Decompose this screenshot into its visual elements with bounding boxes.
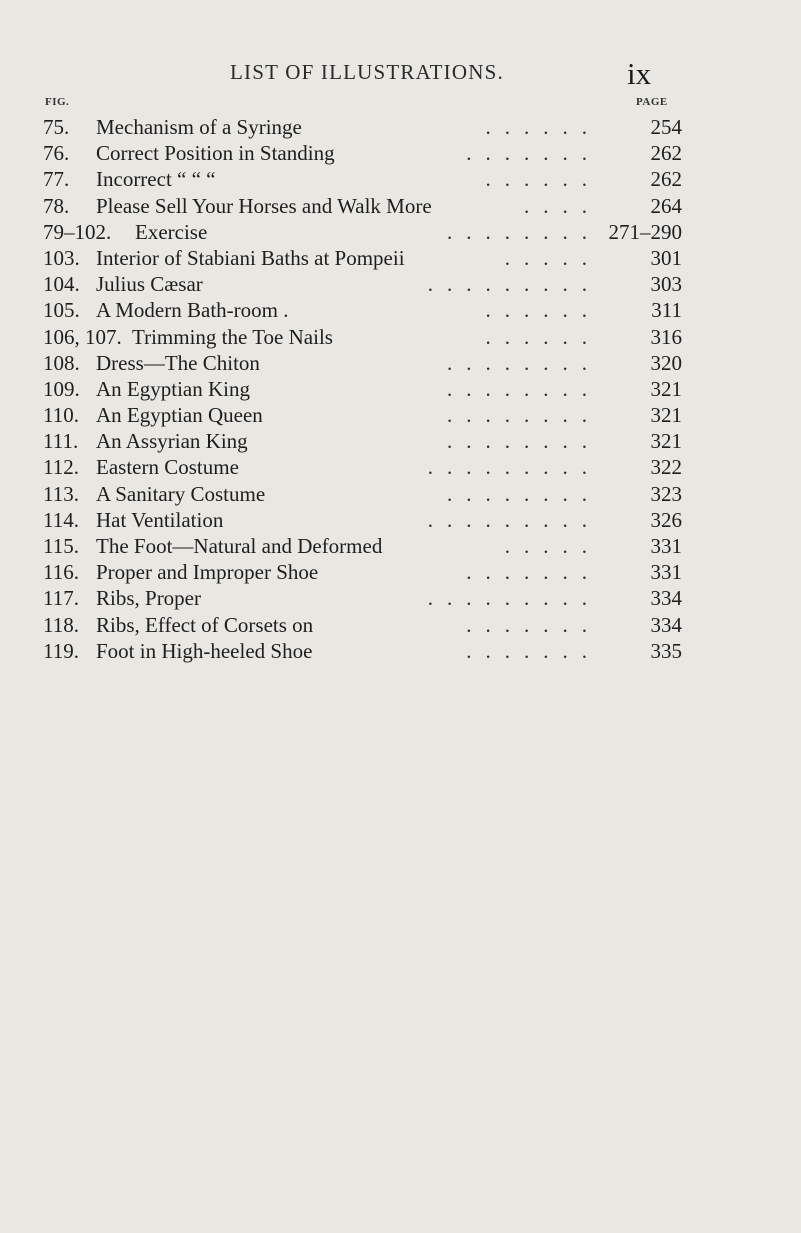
figure-title: Proper and Improper Shoe (96, 560, 319, 585)
page-reference: 320 (650, 350, 682, 375)
dot-leaders: ......... (427, 272, 601, 297)
page-reference: 321 (650, 429, 682, 454)
dot-leaders: ........ (447, 481, 601, 506)
list-item (0, 350, 801, 376)
running-title: LIST OF ILLUSTRATIONS. (230, 60, 504, 84)
figure-number: 110. (43, 403, 79, 428)
figure-title: Julius Cæsar (96, 272, 203, 297)
figure-number: 104. (43, 272, 80, 297)
dot-leaders: ...... (485, 167, 601, 192)
page-reference: 321 (650, 403, 682, 428)
figure-number: 76. (43, 141, 70, 166)
page-reference: 264 (650, 193, 682, 218)
figure-title: The Foot—Natural and Deformed (96, 534, 383, 558)
figure-number: 79–102. (43, 219, 112, 244)
page-reference: 262 (650, 167, 682, 192)
page-reference: 254 (650, 115, 682, 139)
dot-leaders: ...... (485, 298, 601, 323)
page-reference: 316 (650, 324, 682, 349)
figure-number: 111. (43, 429, 79, 454)
figure-number: 106, 107. (43, 324, 122, 349)
figure-title: Exercise (135, 219, 208, 244)
figure-title: Interior of Stabiani Baths at Pompeii (96, 245, 405, 270)
list-item (0, 481, 801, 507)
dot-leaders: ...... (485, 324, 601, 349)
list-item (0, 166, 801, 192)
list-item (0, 454, 801, 480)
figure-number: 105. (43, 298, 80, 323)
dot-leaders: ....... (466, 141, 601, 166)
figure-title: Foot in High-heeled Shoe (96, 638, 313, 663)
page-reference: 326 (650, 507, 682, 532)
page-column-heading: PAGE (636, 96, 668, 108)
list-item (0, 402, 801, 428)
figure-title: Trimming the Toe Nails (132, 324, 333, 349)
illustrations-list (0, 114, 801, 664)
dot-leaders: ......... (427, 507, 601, 532)
dot-leaders: ....... (466, 560, 601, 585)
list-item (0, 559, 801, 585)
figure-title: A Sanitary Costume (96, 481, 266, 506)
list-item (0, 271, 801, 297)
dot-leaders: ..... (504, 534, 601, 558)
figure-title: Ribs, Proper (96, 586, 201, 611)
figure-title: Mechanism of a Syringe (96, 115, 302, 139)
dot-leaders: ....... (466, 638, 601, 663)
list-item (0, 507, 801, 533)
page-reference: 331 (650, 534, 682, 558)
dot-leaders: ........ (447, 403, 601, 428)
figure-number: 119. (43, 638, 79, 663)
list-item (0, 376, 801, 402)
figure-title: An Assyrian King (96, 429, 248, 454)
dot-leaders: ......... (427, 455, 601, 480)
dot-leaders: ........ (447, 219, 601, 244)
dot-leaders: ........ (447, 350, 601, 375)
page-reference: 271–290 (608, 219, 682, 244)
list-item (0, 585, 801, 611)
fig-column-heading: FIG. (45, 96, 70, 108)
figure-title: Dress—The Chiton (96, 350, 260, 375)
page-reference: 322 (650, 455, 682, 480)
dot-leaders: ........ (447, 429, 601, 454)
figure-number: 78. (43, 193, 70, 218)
list-item (0, 533, 801, 559)
list-item (0, 297, 801, 323)
dot-leaders: ......... (427, 586, 601, 611)
list-item (0, 245, 801, 271)
dot-leaders: .... (524, 193, 601, 218)
dot-leaders: ...... (485, 115, 601, 139)
figure-number: 75. (43, 115, 70, 139)
figure-title: An Egyptian King (96, 376, 250, 401)
figure-number: 77. (43, 167, 70, 192)
figure-number: 118. (43, 612, 79, 637)
running-head (0, 56, 801, 91)
page-reference: 331 (650, 560, 682, 585)
figure-title: A Modern Bath-room . (96, 298, 289, 323)
figure-title: An Egyptian Queen (96, 403, 263, 428)
page-reference: 321 (650, 376, 682, 401)
figure-number: 113. (43, 481, 79, 506)
figure-title: Incorrect “ “ “ (96, 167, 216, 192)
figure-title: Please Sell Your Horses and Walk More (96, 193, 432, 218)
dot-leaders: ....... (466, 612, 601, 637)
dot-leaders: ..... (504, 245, 601, 270)
list-item (0, 428, 801, 454)
figure-title: Ribs, Effect of Corsets on (96, 612, 314, 637)
list-item (0, 193, 801, 219)
page-reference: 262 (650, 141, 682, 166)
list-item (0, 324, 801, 350)
page-reference: 334 (650, 612, 682, 637)
dot-leaders: ........ (447, 376, 601, 401)
page-reference: 301 (650, 245, 682, 270)
figure-number: 116. (43, 560, 79, 585)
page-number: ix (627, 56, 652, 91)
figure-number: 117. (43, 586, 79, 611)
list-item (0, 140, 801, 166)
list-item (0, 114, 801, 140)
list-item (0, 219, 801, 245)
page-reference: 334 (650, 586, 682, 611)
page-reference: 335 (650, 638, 682, 663)
figure-number: 115. (43, 534, 79, 558)
figure-title: Eastern Costume (96, 455, 239, 480)
figure-title: Correct Position in Standing (96, 141, 335, 166)
page-reference: 303 (650, 272, 682, 297)
figure-number: 103. (43, 245, 80, 270)
list-item (0, 612, 801, 638)
figure-number: 109. (43, 376, 80, 401)
figure-number: 114. (43, 507, 79, 532)
figure-number: 108. (43, 350, 80, 375)
page-reference: 323 (650, 481, 682, 506)
page-reference: 311 (651, 298, 682, 323)
figure-title: Hat Ventilation (96, 507, 224, 532)
figure-number: 112. (43, 455, 79, 480)
list-item (0, 638, 801, 664)
